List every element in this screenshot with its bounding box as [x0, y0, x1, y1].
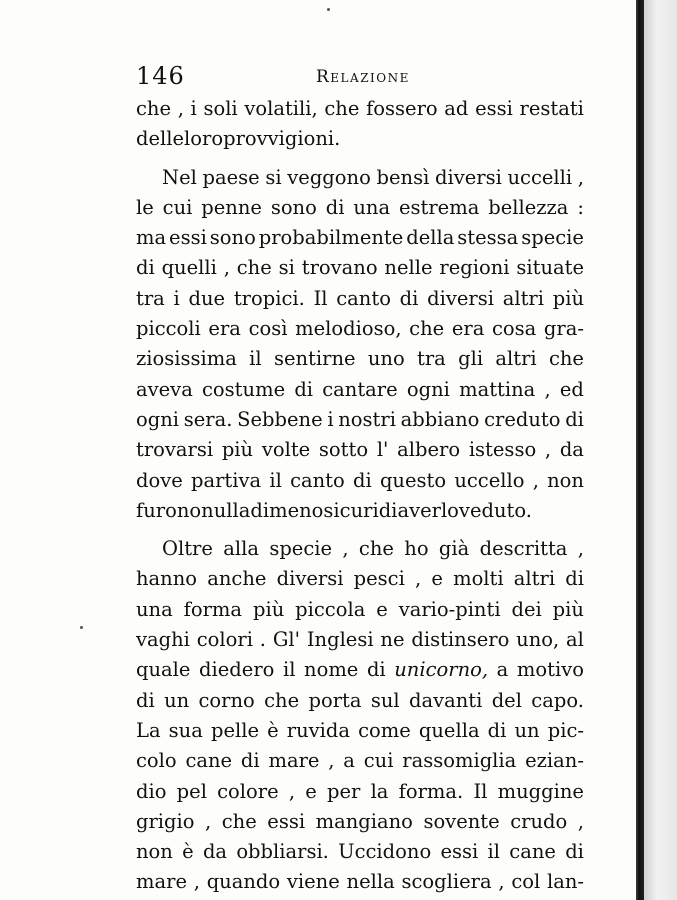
word: pic- — [547, 718, 584, 742]
word: veduto. — [458, 498, 532, 522]
body-text — [136, 94, 584, 898]
word: dei — [511, 597, 542, 621]
word: essi — [169, 226, 207, 250]
word: porta — [308, 688, 362, 712]
word: e — [305, 779, 317, 803]
word: il — [249, 347, 262, 371]
word: essi — [440, 840, 479, 864]
text-line — [136, 94, 584, 124]
word: colo — [136, 749, 177, 773]
word: provvigioni. — [223, 127, 341, 151]
word: si — [265, 165, 282, 189]
word: uccelli — [507, 165, 573, 189]
word: , — [205, 809, 212, 833]
paragraph-gap — [136, 526, 584, 534]
word: essi — [475, 97, 513, 120]
word: soli — [203, 97, 238, 120]
ink-speck — [80, 626, 83, 629]
word: una — [136, 597, 173, 621]
word: vario-pinti — [398, 597, 501, 621]
word: cane — [509, 840, 556, 864]
word: nostri — [338, 407, 396, 431]
word: uccello — [454, 468, 525, 492]
word: trovarsi — [136, 438, 214, 462]
text-line — [136, 746, 584, 776]
word: , — [328, 749, 335, 773]
word: nome — [304, 658, 359, 682]
text-line — [136, 223, 584, 253]
word: di — [565, 407, 584, 431]
word: tra — [417, 347, 446, 371]
word: da — [559, 438, 584, 462]
word: più — [552, 286, 584, 310]
word: il — [487, 840, 501, 864]
word: ogni — [136, 407, 180, 431]
word: alla — [223, 537, 259, 561]
word: l' — [376, 438, 389, 462]
word: sono — [270, 195, 317, 219]
word: ogni — [406, 377, 450, 401]
text-line — [136, 344, 584, 374]
word: nulladimeno — [201, 498, 324, 522]
word: Uccidono — [338, 840, 432, 864]
word: loro — [184, 127, 224, 151]
text-line — [136, 193, 584, 223]
word: ad — [444, 97, 469, 120]
word: più — [221, 438, 254, 462]
text-line — [136, 435, 584, 465]
word: , — [544, 377, 551, 401]
word: , — [414, 567, 422, 591]
text-line — [136, 716, 584, 746]
word: un — [514, 718, 540, 742]
word: due — [188, 286, 226, 310]
word: partiva — [191, 468, 262, 492]
word: viene — [286, 870, 340, 894]
word: di — [136, 688, 155, 712]
word: rassomiglia — [402, 749, 517, 773]
word: di — [399, 286, 419, 310]
word: ed — [559, 377, 584, 401]
text-line — [136, 867, 584, 897]
word: diedero — [199, 658, 275, 682]
word: hanno — [136, 567, 198, 591]
text-line — [136, 314, 584, 344]
word: restati — [519, 97, 584, 120]
text-line — [136, 625, 584, 655]
word: unicorno, — [394, 658, 489, 682]
text-line — [136, 534, 584, 564]
word: nella — [346, 870, 395, 894]
word: , — [577, 165, 584, 189]
word: di — [378, 498, 398, 522]
word: come — [358, 718, 411, 742]
word: le — [136, 195, 154, 219]
word: anche — [207, 567, 267, 591]
word: di — [325, 195, 345, 219]
word: obbliarsi. — [236, 840, 329, 864]
word: non — [136, 840, 173, 864]
word: La — [136, 718, 161, 742]
word: averlo — [397, 498, 459, 522]
text-line — [136, 837, 584, 867]
word: di — [366, 658, 386, 682]
word: cosa — [491, 317, 537, 341]
word: gli — [458, 347, 484, 371]
word: di — [294, 377, 314, 401]
word: lan- — [546, 870, 584, 894]
word: ziosissima — [136, 347, 237, 371]
word: i — [173, 286, 180, 310]
word: sovente — [423, 809, 500, 833]
word: da — [202, 840, 228, 864]
word: ho — [404, 537, 429, 561]
text-line — [136, 466, 584, 496]
word: nelle — [384, 256, 433, 280]
word: albero — [397, 438, 461, 462]
word: fossero — [366, 97, 438, 120]
word: di — [565, 840, 584, 864]
word: era — [451, 317, 485, 341]
word: quelli — [161, 256, 217, 280]
word: aveva — [136, 377, 193, 401]
word: molti — [453, 567, 504, 591]
word: più — [552, 597, 584, 621]
word: cantare — [322, 377, 398, 401]
word: davanti — [408, 688, 483, 712]
word: sono — [209, 226, 256, 250]
word: del — [491, 688, 522, 712]
word: che — [221, 809, 257, 833]
word: quando — [206, 870, 281, 894]
word: , — [577, 537, 584, 561]
binding-shadow — [644, 0, 677, 900]
word: vaghi — [136, 628, 190, 652]
word: muggine — [497, 779, 584, 803]
text-line — [136, 375, 584, 405]
word: tra — [136, 286, 165, 310]
word: di — [240, 749, 260, 773]
word: volte — [261, 438, 311, 462]
word: quale — [136, 658, 191, 682]
word: sera. — [183, 407, 233, 431]
word: costume — [202, 377, 286, 401]
word: sua — [168, 718, 203, 742]
word: e — [376, 597, 388, 621]
word: ne — [380, 628, 405, 652]
word: Inglesi — [306, 628, 374, 652]
word: che — [136, 97, 172, 120]
text-line — [136, 163, 584, 193]
word: piccola — [295, 597, 366, 621]
word: che — [324, 97, 360, 120]
word: è — [267, 718, 279, 742]
word: uno, — [516, 628, 560, 652]
word: cui — [162, 195, 193, 219]
word: la — [370, 779, 389, 803]
word: i — [327, 407, 334, 431]
word: il — [269, 468, 282, 492]
word: canto — [290, 468, 345, 492]
word: distinsero — [411, 628, 510, 652]
word: cui — [363, 749, 394, 773]
word: penne — [201, 195, 262, 219]
word: col — [511, 870, 541, 894]
word: che — [236, 256, 272, 280]
word: è — [182, 840, 194, 864]
word: , — [577, 809, 584, 833]
word: crudo — [510, 809, 568, 833]
word: mare — [268, 749, 320, 773]
word: trovano — [301, 256, 378, 280]
word: veggono — [287, 165, 371, 189]
paragraph — [136, 163, 584, 527]
word: così — [248, 317, 288, 341]
word: altri — [502, 286, 544, 310]
word: a — [496, 658, 509, 682]
text-line — [136, 496, 584, 526]
word: volatili, — [244, 97, 318, 120]
word: , — [342, 537, 349, 561]
word: capo. — [531, 688, 584, 712]
word: pel — [176, 779, 207, 803]
word: creduto — [484, 407, 561, 431]
word: , — [177, 97, 184, 120]
word: gra- — [543, 317, 584, 341]
word: sentirne — [273, 347, 356, 371]
ink-speck — [327, 8, 330, 11]
word: Sebbene — [237, 407, 323, 431]
word: , — [193, 870, 200, 894]
word: che — [548, 347, 584, 371]
text-line — [136, 564, 584, 594]
binding-edge — [636, 0, 644, 900]
word: paese — [202, 165, 260, 189]
word: delle — [136, 127, 185, 151]
word: canto — [336, 286, 391, 310]
word: e — [431, 567, 443, 591]
word: pesci — [353, 567, 405, 591]
word: , — [532, 468, 539, 492]
word: descritta — [479, 537, 568, 561]
word: bensì — [376, 165, 430, 189]
text-line — [136, 807, 584, 837]
word: un — [164, 688, 190, 712]
word: per — [327, 779, 361, 803]
word: specie — [269, 537, 333, 561]
word: diversi — [427, 286, 494, 310]
word: , — [498, 870, 505, 894]
word: mare — [136, 870, 187, 894]
word: che — [409, 317, 445, 341]
word: essi — [267, 809, 306, 833]
word: della — [406, 226, 455, 250]
word: una — [353, 195, 391, 219]
word: di — [136, 256, 155, 280]
word: i — [190, 97, 197, 120]
word: dove — [136, 468, 183, 492]
word: era — [208, 317, 241, 341]
word: il — [282, 658, 296, 682]
word: altri — [513, 567, 556, 591]
word: piccoli — [136, 317, 201, 341]
word: forma. — [398, 779, 464, 803]
word: che — [264, 688, 300, 712]
page-header — [136, 62, 576, 92]
word: sotto — [318, 438, 369, 462]
word: furono — [136, 498, 202, 522]
running-title: Relazione — [316, 67, 410, 87]
word: sul — [370, 688, 400, 712]
text-line — [136, 284, 584, 314]
word: bellezza — [488, 195, 569, 219]
word: tropici. — [233, 286, 305, 310]
word: estrema — [398, 195, 480, 219]
text-line — [136, 253, 584, 283]
paragraph — [136, 94, 584, 155]
word: ruvida — [286, 718, 350, 742]
text-line — [136, 777, 584, 807]
word: motivo — [516, 658, 584, 682]
word: mangiano — [315, 809, 413, 833]
text-line — [136, 686, 584, 716]
word: Oltre — [162, 537, 213, 561]
word: colore — [217, 779, 279, 803]
word: che — [358, 537, 394, 561]
word: istesso — [468, 438, 537, 462]
paragraph — [136, 534, 584, 898]
page-number: 146 — [136, 62, 185, 90]
text-line — [136, 405, 584, 435]
word: altri — [495, 347, 537, 371]
word: , — [223, 256, 230, 280]
word: di — [487, 718, 507, 742]
word: Il — [313, 286, 328, 310]
word: , — [544, 438, 552, 462]
word: , — [288, 779, 296, 803]
word: mattina — [459, 377, 536, 401]
word: di — [565, 567, 584, 591]
word: melodioso, — [295, 317, 402, 341]
word: dio — [136, 779, 167, 803]
word: abbiano — [400, 407, 480, 431]
word: Il — [473, 779, 488, 803]
paragraph-gap — [136, 155, 584, 163]
word: specie — [521, 226, 584, 250]
word: uno — [367, 347, 405, 371]
word: probabilmente — [258, 226, 404, 250]
word: diversi — [276, 567, 344, 591]
word: Gl' — [272, 628, 300, 652]
text-line — [136, 655, 584, 685]
text-line — [136, 595, 584, 625]
word: si — [278, 256, 295, 280]
word: stessa — [457, 226, 519, 250]
word: più — [252, 597, 285, 621]
word: scogliera — [401, 870, 492, 894]
word: quella — [418, 718, 480, 742]
word: a — [343, 749, 355, 773]
word: questo — [379, 468, 447, 492]
word: Nel — [162, 165, 197, 189]
word: situate — [516, 256, 584, 280]
word: di — [352, 468, 372, 492]
word: . — [259, 628, 266, 652]
word: colori — [196, 628, 253, 652]
word: ezian- — [525, 749, 584, 773]
word: pelle — [210, 718, 260, 742]
word: già — [438, 537, 470, 561]
word: corno — [198, 688, 255, 712]
word: cane — [185, 749, 233, 773]
word: regioni — [439, 256, 510, 280]
word: ma — [136, 226, 167, 250]
word: grigio — [136, 809, 195, 833]
word: al — [566, 628, 584, 652]
word: forma — [183, 597, 243, 621]
word: non — [547, 468, 584, 492]
word: diversi — [434, 165, 502, 189]
word: : — [577, 195, 584, 219]
word: sicuri — [323, 498, 379, 522]
text-line — [136, 124, 584, 154]
